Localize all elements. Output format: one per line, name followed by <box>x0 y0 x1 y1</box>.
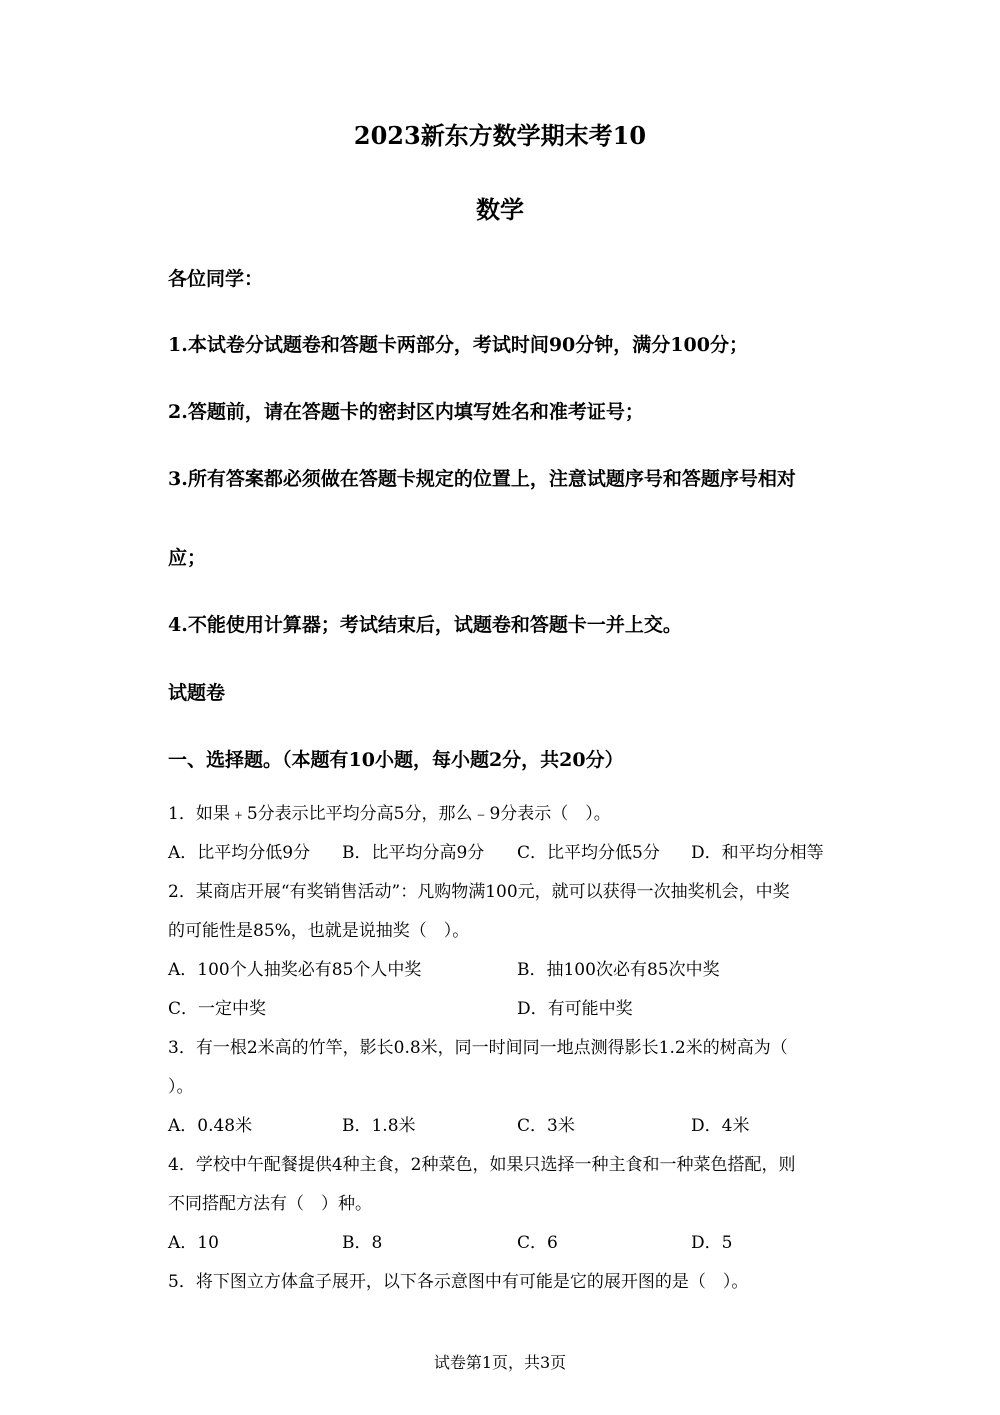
page-footer: 试卷第1页，共3页 <box>433 1353 567 1372</box>
instruction-item-3-line-1: 3.所有答案都必须做在答题卡规定的位置上，注意试题序号和答题序号相对 <box>168 468 796 490</box>
instruction-item-3-line-2: 应； <box>168 547 207 569</box>
question-1-option-d: D．和平均分相等 <box>691 843 824 863</box>
question-3-line-1: 3．有一根2米高的竹竿，影长0.8米，同一时间同一地点测得影长1.2米的树高为（ <box>168 1038 788 1058</box>
question-2-option-c: C．一定中奖 <box>168 999 267 1019</box>
question-2-option-b: B．抽100次必有85次中奖 <box>517 960 720 980</box>
subject-title: 数学 <box>476 195 524 224</box>
question-2-option-a: A．100个人抽奖必有85个人中奖 <box>168 960 422 980</box>
question-2-option-d: D．有可能中奖 <box>517 999 633 1019</box>
question-3-option-c: C．3米 <box>517 1116 575 1136</box>
question-4-option-d: D．5 <box>691 1233 733 1253</box>
question-1-option-c: C．比平均分低5分 <box>517 843 660 863</box>
instruction-item-2: 2.答题前，请在答题卡的密封区内填写姓名和准考证号； <box>168 401 644 423</box>
question-4-option-b: B．8 <box>342 1233 383 1253</box>
section-heading: 一、选择题。（本题有10小题，每小题2分，共20分） <box>168 749 624 771</box>
question-2-line-2: 的可能性是85%，也就是说抽奖（ ）。 <box>168 921 470 941</box>
paper-label: 试题卷 <box>168 682 226 704</box>
question-4-option-a: A．10 <box>168 1233 219 1253</box>
question-3-option-b: B．1.8米 <box>342 1116 416 1136</box>
question-1-line-1: 1．如果﹢5分表示比平均分高5分，那么﹣9分表示（ ）。 <box>168 804 611 824</box>
question-4-line-1: 4．学校中午配餐提供4种主食，2种菜色，如果只选择一种主食和一种菜色搭配，则 <box>168 1155 796 1175</box>
question-2-line-1: 2．某商店开展“有奖销售活动”：凡购物满100元，就可以获得一次抽奖机会，中奖 <box>168 882 790 902</box>
question-1-option-b: B．比平均分高9分 <box>342 843 485 863</box>
question-5-line-1: 5．将下图立方体盒子展开，以下各示意图中有可能是它的展开图的是（ ）。 <box>168 1272 749 1292</box>
instruction-item-4: 4.不能使用计算器；考试结束后，试题卷和答题卡一并上交。 <box>168 614 682 636</box>
question-4-option-c: C．6 <box>517 1233 558 1253</box>
question-1-option-a: A．比平均分低9分 <box>168 843 311 863</box>
exam-title: 2023新东方数学期末考10 <box>353 121 647 150</box>
question-4-line-2: 不同搭配方法有（ ）种。 <box>168 1194 372 1214</box>
instruction-item-1: 1.本试卷分试题卷和答题卡两部分，考试时间90分钟，满分100分； <box>168 334 748 356</box>
question-3-option-d: D．4米 <box>691 1116 750 1136</box>
greeting: 各位同学： <box>168 268 264 290</box>
question-3-option-a: A．0.48米 <box>168 1116 253 1136</box>
question-3-line-2: ）。 <box>168 1077 194 1097</box>
